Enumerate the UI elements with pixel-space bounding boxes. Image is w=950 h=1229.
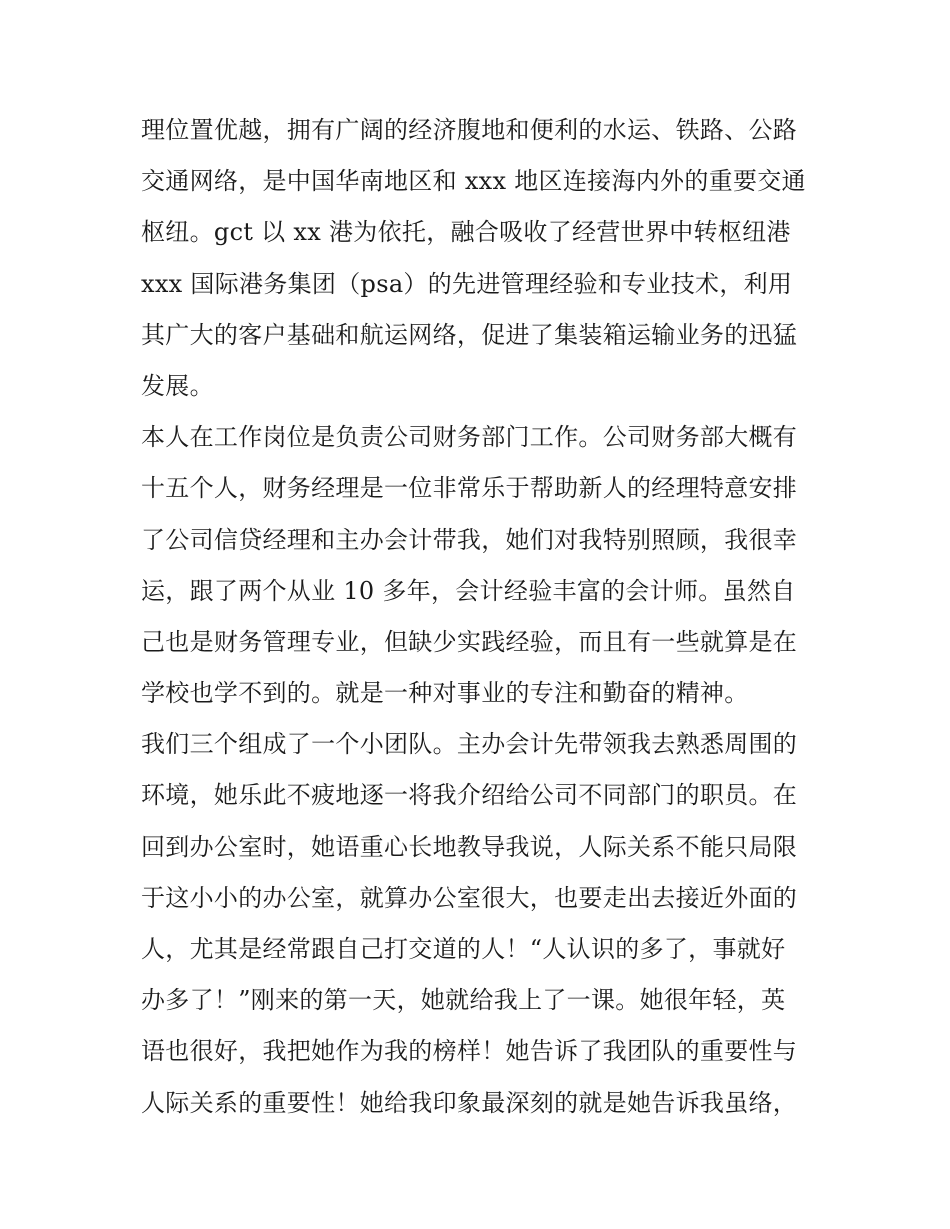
text-line: 本人在工作岗位是负责公司财务部门工作。公司财务部大概有 — [141, 423, 798, 452]
text-line: 学校也学不到的。就是一种对事业的专注和勤奋的精神。 — [141, 679, 749, 708]
text-line: xxx 国际港务集团（psa）的先进管理经验和专业技术，利用 — [141, 269, 793, 298]
text-line: 我们三个组成了一个小团队。主办会计先带领我去熟悉周围的 — [141, 730, 798, 759]
text-line: 人，尤其是经常跟自己打交道的人！“人认识的多了，事就好 — [141, 935, 786, 963]
text-line: 己也是财务管理专业，但缺少实践经验，而且有一些就算是在 — [141, 627, 798, 656]
text-line: 办多了！”刚来的第一天，她就给我上了一课。她很年轻，英 — [141, 986, 786, 1015]
text-line: 枢纽。gct 以 xx 港为依托，融合吸收了经营世界中转枢纽港 — [141, 218, 791, 247]
text-line: 发展。 — [141, 371, 214, 400]
text-line: 人际关系的重要性！她给我印象最深刻的就是她告诉我虽络， — [141, 1088, 798, 1117]
text-line: 交通网络，是中国华南地区和 xxx 地区连接海内外的重要交通 — [141, 167, 806, 196]
text-line: 十五个人，财务经理是一位非常乐于帮助新人的经理特意安排 — [141, 474, 798, 503]
document-body — [141, 105, 821, 1129]
text-line: 于这小小的办公室，就算办公室很大，也要走出去接近外面的 — [141, 883, 798, 912]
text-line: 环境，她乐此不疲地逐一将我介绍给公司不同部门的职员。在 — [141, 781, 798, 810]
text-line: 了公司信贷经理和主办会计带我，她们对我特别照顾，我很幸 — [141, 525, 798, 554]
text-line: 语也很好，我把她作为我的榜样！她告诉了我团队的重要性与 — [141, 1037, 798, 1066]
text-line: 理位置优越，拥有广阔的经济腹地和便利的水运、铁路、公路 — [141, 116, 798, 144]
text-line: 其广大的客户基础和航运网络，促进了集装箱运输业务的迅猛 — [141, 320, 798, 349]
text-line: 回到办公室时，她语重心长地教导我说，人际关系不能只局限 — [141, 832, 798, 861]
text-line: 运，跟了两个从业 10 多年，会计经验丰富的会计师。虽然自 — [141, 576, 796, 605]
